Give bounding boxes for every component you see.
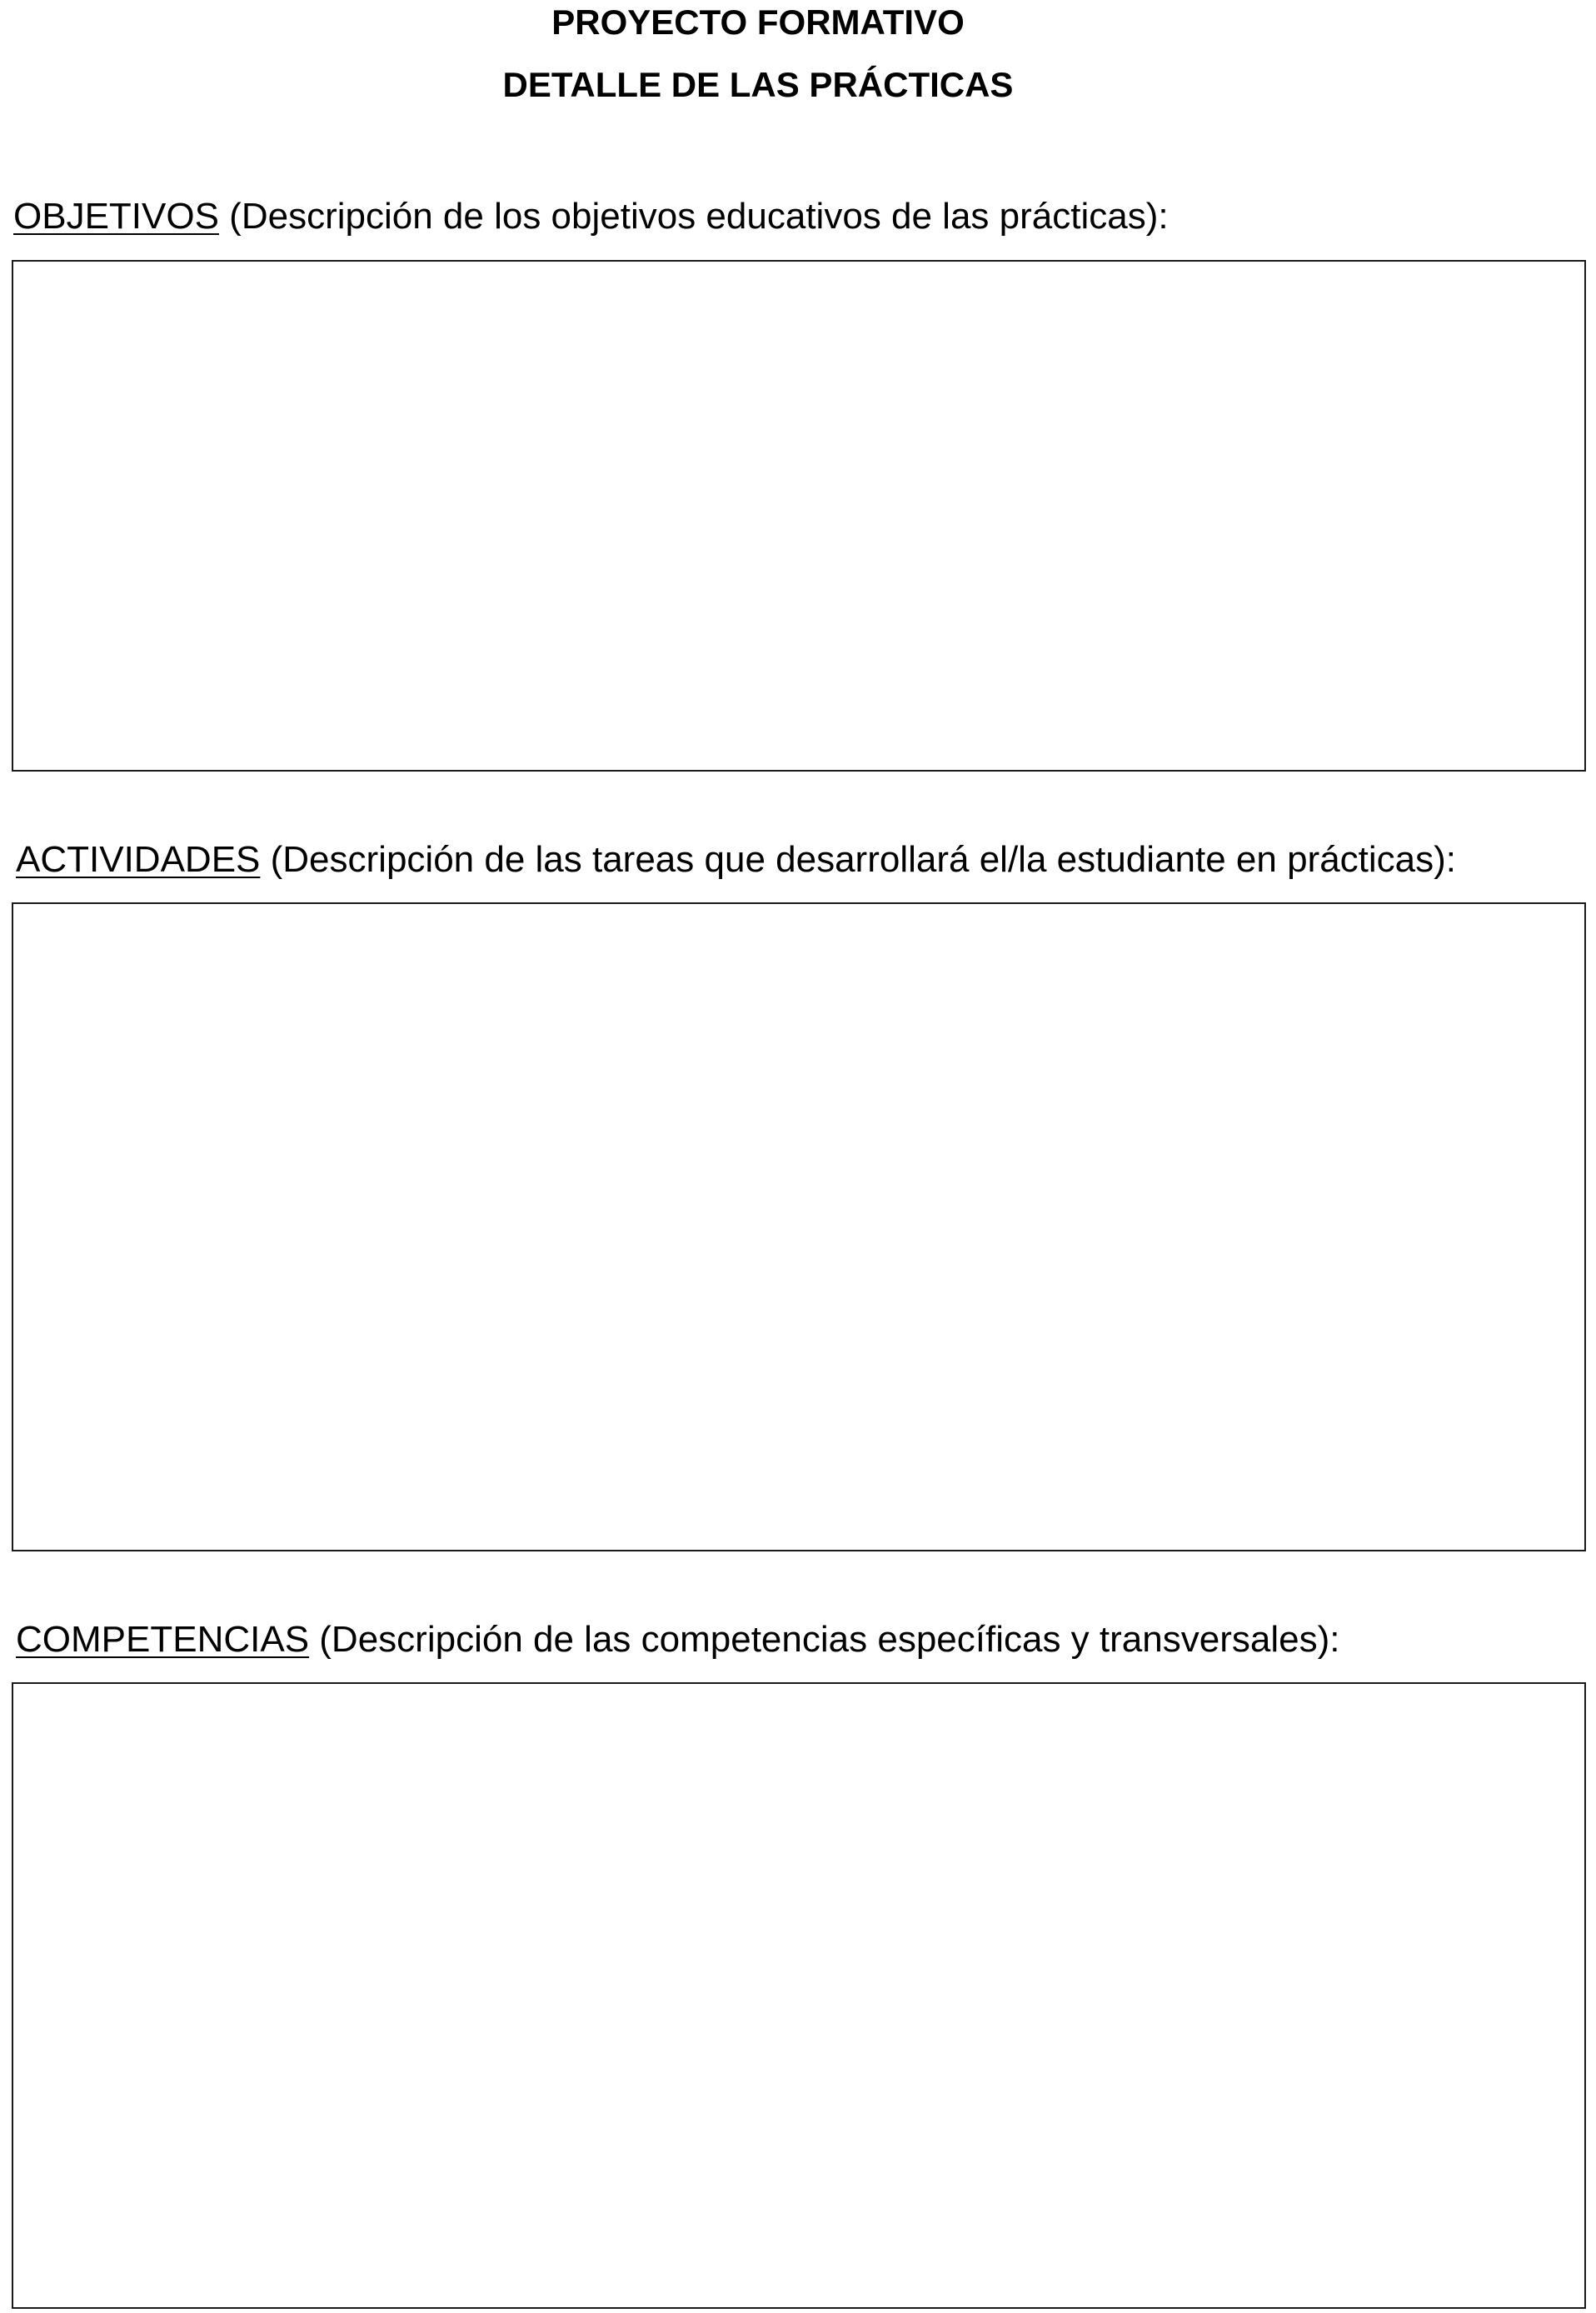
section-label-actividades [16,839,1457,880]
section-description-competencias: (Descripción de las competencias específicas y transversales): [309,1619,1340,1660]
section-heading-actividades: ACTIVIDADES [16,839,261,880]
actividades-text-box[interactable] [12,902,1586,1551]
section-description-objetivos: (Descripción de los objetivos educativos de las prácticas): [218,196,1169,237]
section-heading-competencias: COMPETENCIAS [16,1619,310,1660]
competencias-text-box[interactable] [12,1682,1586,2309]
objetivos-text-box[interactable] [12,260,1586,772]
section-label-competencias [16,1621,1339,1658]
section-label-objetivos [13,198,1169,235]
section-description-actividades: (Descripción de las tareas que desarrollará el/la estudiante en prácticas): [260,839,1457,880]
section-heading-objetivos: OBJETIVOS [13,196,219,237]
document-title: PROYECTO FORMATIVO [551,2,965,42]
document-subtitle: DETALLE DE LAS PRÁCTICAS [502,65,1014,104]
